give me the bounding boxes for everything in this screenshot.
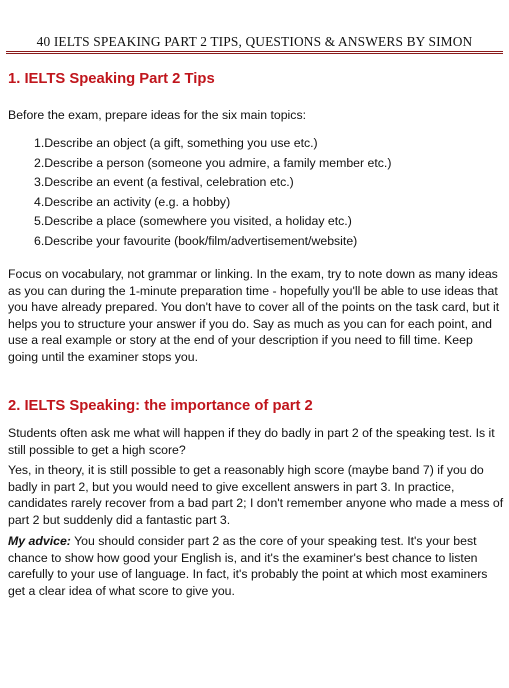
topic-item: 2.Describe a person (someone you admire, a family member etc.) bbox=[34, 155, 392, 170]
section-1-heading: 1. IELTS Speaking Part 2 Tips bbox=[8, 71, 215, 87]
document-header-title: 40 IELTS SPEAKING PART 2 TIPS, QUESTIONS & ANSWERS BY SIMON bbox=[36, 34, 473, 49]
advice-label: My advice: bbox=[8, 534, 71, 548]
section-1-focus-paragraph: Focus on vocabulary, not grammar or linking. In the exam, try to note down as many ideas as you can during the 1-minute preparation time - hopefully you'll be able to use ideas that you have already prepared. You don't have to cover all of the points on the task card, but it helps you to structure your answer if you do. Say as much as you can for each point, and use a real example or story at the end of your description if you need to fill time. Keep going until the examiner stops you. bbox=[8, 267, 500, 364]
section-2-question-paragraph: Students often ask me what will happen if they do badly in part 2 of the speaking test. Is it still possible to get a high score? bbox=[8, 426, 495, 457]
header-rule-top bbox=[6, 51, 503, 52]
topic-item: 6.Describe your favourite (book/film/advertisement/website) bbox=[34, 233, 358, 248]
advice-text: You should consider part 2 as the core of your speaking test. It's your best chance to show how good your English is, and it's the examiner's best chance to listen carefully to your use of language. In fact, it's probably the point at which most examiners get a clear idea of what score to give you. bbox=[8, 534, 488, 598]
topic-item: 5.Describe a place (somewhere you visited, a holiday etc.) bbox=[34, 214, 352, 229]
section-2-answer-paragraph: Yes, in theory, it is still possible to get a reasonably high score (maybe band 7) if you do badly in part 2, but you would need to give excellent answers in part 3. In practice, candidates rarely recover from a bad part 2; I don't remember anyone who made a mess of part 2 but suddenly did a fantastic part 3. bbox=[8, 463, 504, 527]
topic-list bbox=[34, 135, 391, 253]
section-2-advice-paragraph bbox=[8, 533, 504, 599]
topic-item: 4.Describe an activity (e.g. a hobby) bbox=[34, 194, 231, 209]
header-rule-bottom bbox=[6, 53, 503, 54]
topic-item: 3.Describe an event (a festival, celebration etc.) bbox=[34, 175, 294, 190]
section-2-heading: 2. IELTS Speaking: the importance of part 2 bbox=[8, 398, 313, 414]
topic-item: 1.Describe an object (a gift, something you use etc.) bbox=[34, 136, 318, 150]
section-1-intro: Before the exam, prepare ideas for the six main topics: bbox=[8, 108, 307, 122]
